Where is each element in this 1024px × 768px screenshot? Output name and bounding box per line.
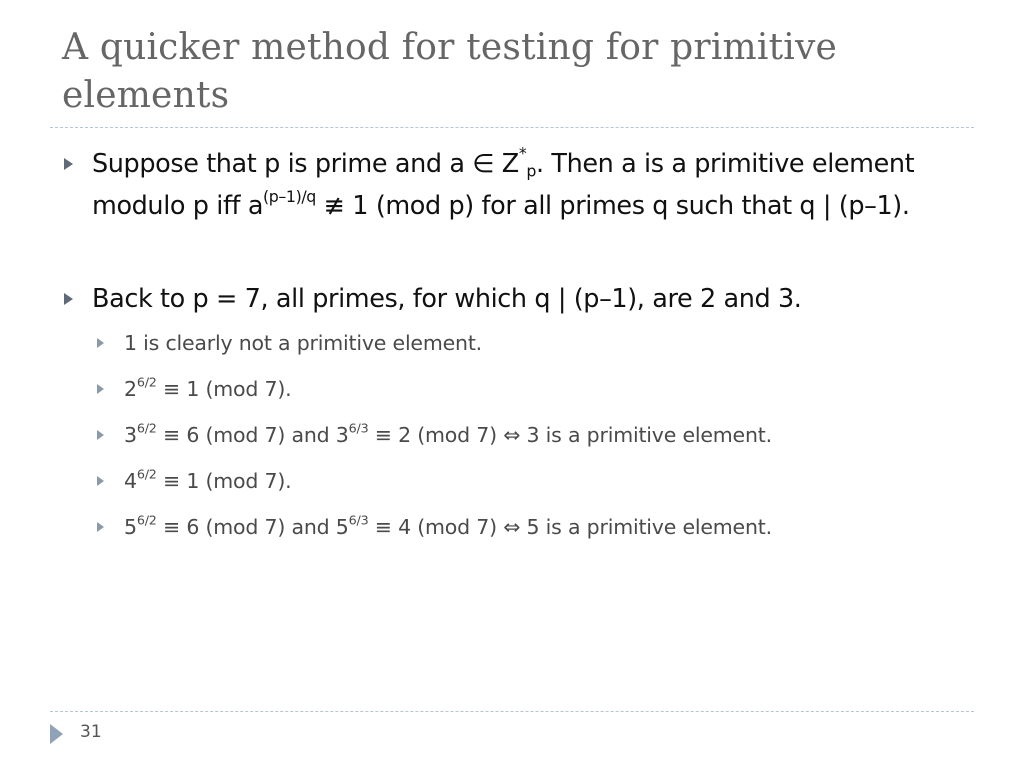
footer-divider xyxy=(50,711,974,712)
slide-title: A quicker method for testing for primitive elements xyxy=(62,27,838,116)
text-run: . Then a is a primitive element modulo p iff a xyxy=(92,149,915,221)
text-run: Z xyxy=(494,149,519,179)
star-superscript: * xyxy=(518,143,527,163)
footer-arrow-icon xyxy=(50,724,63,744)
exponent: (p–1)/q xyxy=(263,187,316,207)
element-of-symbol: ∈ xyxy=(472,149,495,179)
text-run: ≡ 6 (mod 7) and xyxy=(156,423,336,447)
subbullet-two xyxy=(124,374,944,404)
base: 3 xyxy=(335,423,349,447)
base: 5 xyxy=(335,515,349,539)
exponent: 6/2 xyxy=(136,512,157,528)
bullet-arrow-icon xyxy=(64,158,73,170)
subbullet-arrow-icon xyxy=(97,338,104,348)
bullet-arrow-icon xyxy=(64,293,73,305)
text-run: ≡ 2 (mod 7) ⇔ 3 is a primitive element. xyxy=(368,423,772,447)
text-run: ≡ 4 (mod 7) ⇔ 5 is a primitive element. xyxy=(368,515,772,539)
subbullet-three xyxy=(124,420,944,450)
text-run: ≡ 6 (mod 7) and xyxy=(156,515,336,539)
base: 4 xyxy=(124,469,137,493)
text-run: ≡ 1 (mod 7). xyxy=(156,377,292,401)
text-run: Suppose that p is prime and a xyxy=(92,149,473,179)
base: 2 xyxy=(124,377,137,401)
subbullet-arrow-icon xyxy=(97,522,104,532)
exponent: 6/2 xyxy=(136,374,157,390)
exponent: 6/3 xyxy=(348,420,369,436)
text-run: ≢ 1 (mod p) for all primes q such that q | (p–1). xyxy=(315,191,910,221)
exponent: 6/3 xyxy=(348,512,369,528)
bullet-back-to-p7 xyxy=(92,278,952,320)
subbullet-arrow-icon xyxy=(97,384,104,394)
subbullet-one xyxy=(124,328,944,358)
exponent: 6/2 xyxy=(136,420,157,436)
subbullet-arrow-icon xyxy=(97,476,104,486)
base: 3 xyxy=(124,423,137,447)
page-number: 31 xyxy=(80,722,102,742)
subbullet-four xyxy=(124,466,944,496)
subbullet-arrow-icon xyxy=(97,430,104,440)
base: 5 xyxy=(124,515,137,539)
p-subscript: p xyxy=(526,161,537,181)
exponent: 6/2 xyxy=(136,466,157,482)
subbullet-five xyxy=(124,512,944,542)
text-run: Back to p = 7, all primes, for which q | (p–1), are 2 and 3. xyxy=(92,284,802,314)
text-run: 1 is clearly not a primitive element. xyxy=(124,331,482,355)
text-run: ≡ 1 (mod 7). xyxy=(156,469,292,493)
bullet-primitive-test xyxy=(92,143,952,227)
